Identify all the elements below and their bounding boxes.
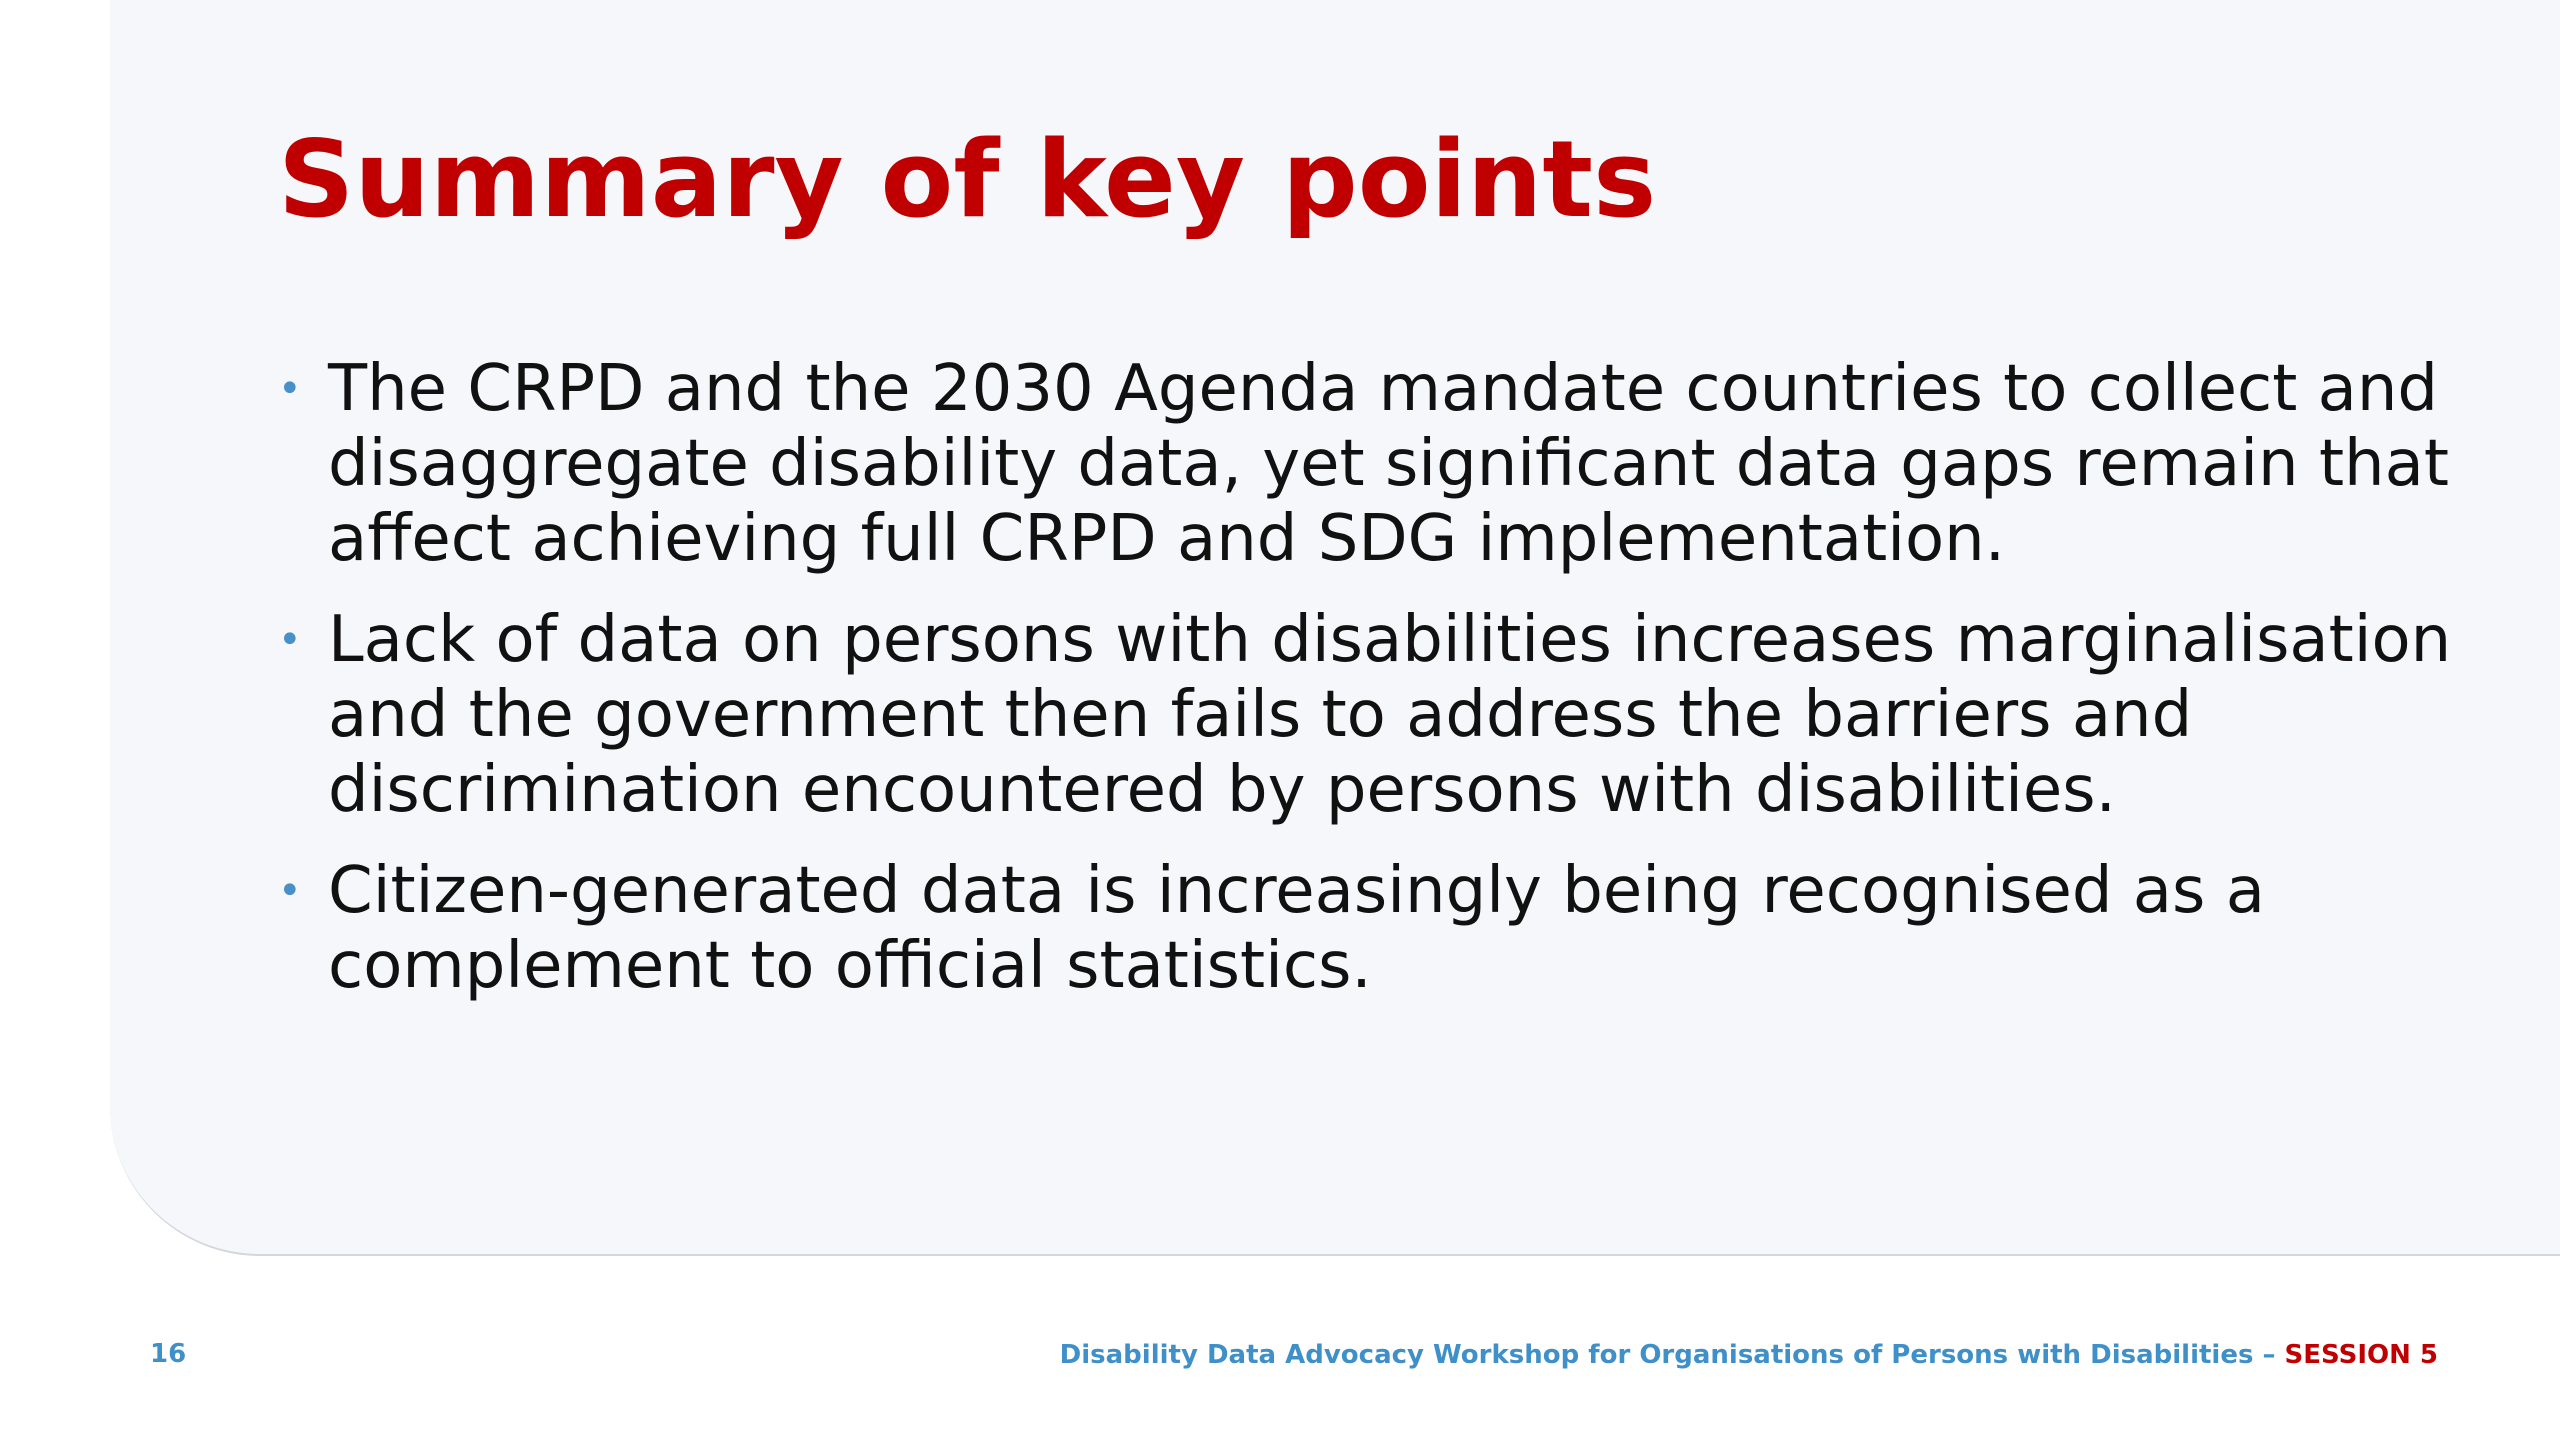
footer-separator: – <box>2253 1340 2285 1370</box>
footer-caption <box>1060 1339 2438 1371</box>
footer-workshop-title: Disability Data Advocacy Workshop for Organisations of Persons with Disabilities <box>1059 1340 2254 1370</box>
bullet-text: Citizen-generated data is increasingly being recognised as a complement to official statistics. <box>328 854 2265 1003</box>
bullet-dot-icon: • <box>278 617 302 663</box>
bullet-item <box>278 854 2498 1004</box>
bullet-list <box>278 352 2498 1030</box>
bullet-item <box>278 352 2498 577</box>
page-number: 16 <box>150 1339 187 1369</box>
slide-title: Summary of key points <box>278 118 1657 241</box>
bullet-dot-icon: • <box>278 868 302 914</box>
bullet-text: Lack of data on persons with disabilities increases marginalisation and the government then fails to address the barriers and discrimination encountered by persons with disabilities. <box>328 603 2452 827</box>
bullet-item <box>278 603 2498 828</box>
bullet-dot-icon: • <box>278 366 302 412</box>
bullet-text: The CRPD and the 2030 Agenda mandate countries to collect and disaggregate disability data, yet significant data gaps remain that affect achieving full CRPD and SDG implementation. <box>328 352 2449 576</box>
footer-session-label: SESSION 5 <box>2284 1340 2438 1370</box>
